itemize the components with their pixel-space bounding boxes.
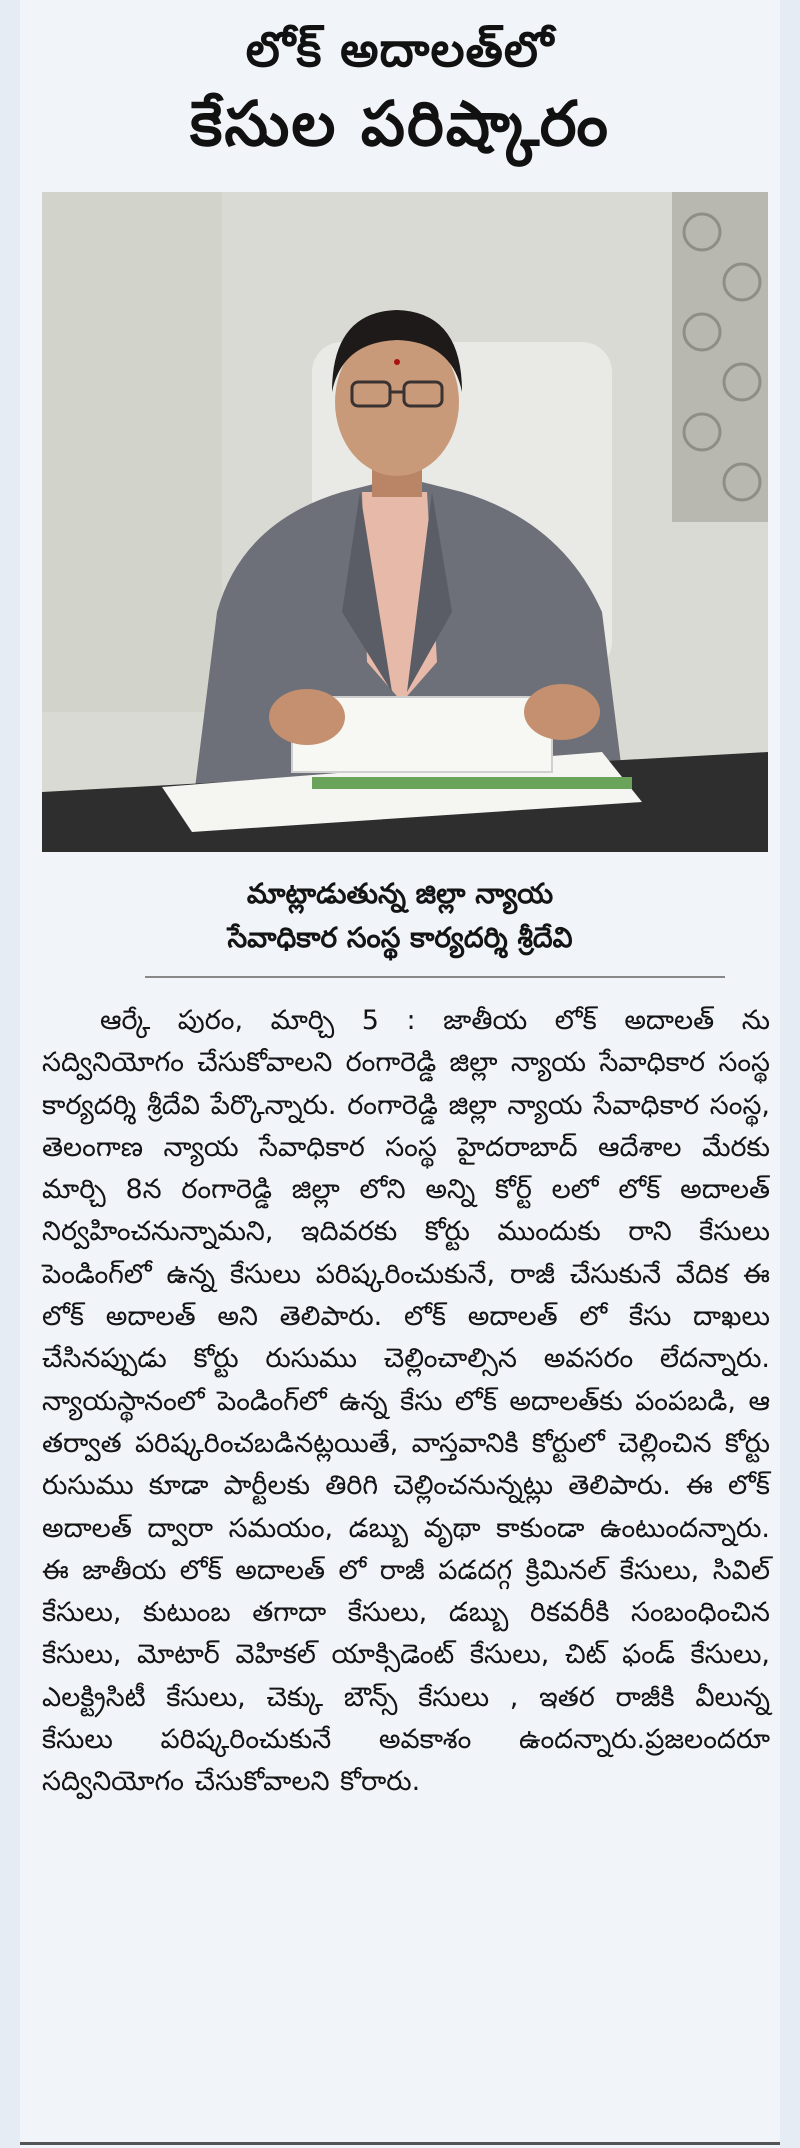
headline-line-2: కేసుల పరిష్కారం [190, 87, 610, 160]
right-hand [524, 684, 600, 740]
article-body: ఆర్కే పురం, మార్చి 5 : జాతీయ లోక్ అదాలత్ ను సద్వినియోగం చేసుకోవాలని రంగారెడ్డి జిల్లా న్యాయ సేవాధికార సంస్థ కార్యదర్శి శ్రీదేవి పేర్కొన్నారు. రంగారెడ్డి జిల్లా న్యాయ సేవాధికార సంస్థ, తెలంగాణ న్యాయ సేవాధికార సంస్థ హైదరాబాద్ ఆదేశాల మేరకు మార్చి 8న రంగారెడ్డి జిల్లా లోని అన్ని కోర్ట్ లలో లోక్ అదాలత్ నిర్వహించనున్నామని, ఇదివరకు కోర్టు ముందుకు రాని కేసులు పెండింగ్‌లో ఉన్న కేసులు పరిష్కరించుకునే, రాజీ చేసుకునే వేదిక ఈ లోక్ అదాలత్ అని తెలిపారు. లోక్ అదాలత్ లో కేసు దాఖలు చేసినప్పుడు కోర్టు రుసుము చెల్లించాల్సిన అవసరం లేదన్నారు. న్యాయస్థానంలో పెండింగ్‌లో ఉన్న కేసు లోక్ అదాలత్‌కు పంపబడి, ఆ తర్వాత పరిష్కరించబడినట్లయితే, వాస్తవానికి కోర్టులో చెల్లించిన కోర్టు రుసుము కూడా పార్టీలకు తిరిగి చెల్లించనున్నట్లు తెలిపారు. ఈ లోక్ అదాలత్ ద్వారా సమయం, డబ్బు వృథా కాకుండా ఉంటుందన్నారు. ఈ జాతీయ లోక్ అదాలత్ లో రాజీ పడదగ్గ క్రిమినల్ కేసులు, సివిల్ కేసులు, కుటుంబ తగాదా కేసులు, డబ్బు రికవరీకి సంబంధించిన కేసులు, మోటార్ వెహికల్ యాక్సిడెంట్ కేసులు, చిట్ ఫండ్ కేసులు, ఎలక్ట్రిసిటీ కేసులు, చెక్కు బౌన్స్ కేసులు , ఇతర రాజీకి వీలున్న కేసులు పరిష్కరించుకునే అవకాశం ఉందన్నారు.ప్రజలందరూ సద్వినియోగం చేసుకోవాలని కోరారు. [42, 1005, 770, 1798]
bottom-divider [20, 2142, 780, 2145]
headline-line-1: లోక్ అదాలత్‌లో [245, 22, 555, 78]
caption-line-1: మాట్లాడుతున్న జిల్లా న్యాయ [246, 877, 554, 910]
headline [20, 18, 780, 166]
wall-shadow [42, 192, 222, 712]
left-hand [269, 689, 345, 745]
newspaper-clipping [20, 0, 780, 2148]
caption-line-2: సేవాధికార సంస్థ కార్యదర్శి శ్రీదేవి [227, 921, 573, 954]
bindi [394, 359, 400, 365]
portrait-illustration [42, 192, 768, 852]
news-photo [42, 192, 768, 852]
clipped-previous-line [40, 0, 760, 8]
caption-divider [145, 976, 725, 978]
photo-caption [20, 872, 780, 960]
green-file [312, 777, 632, 789]
